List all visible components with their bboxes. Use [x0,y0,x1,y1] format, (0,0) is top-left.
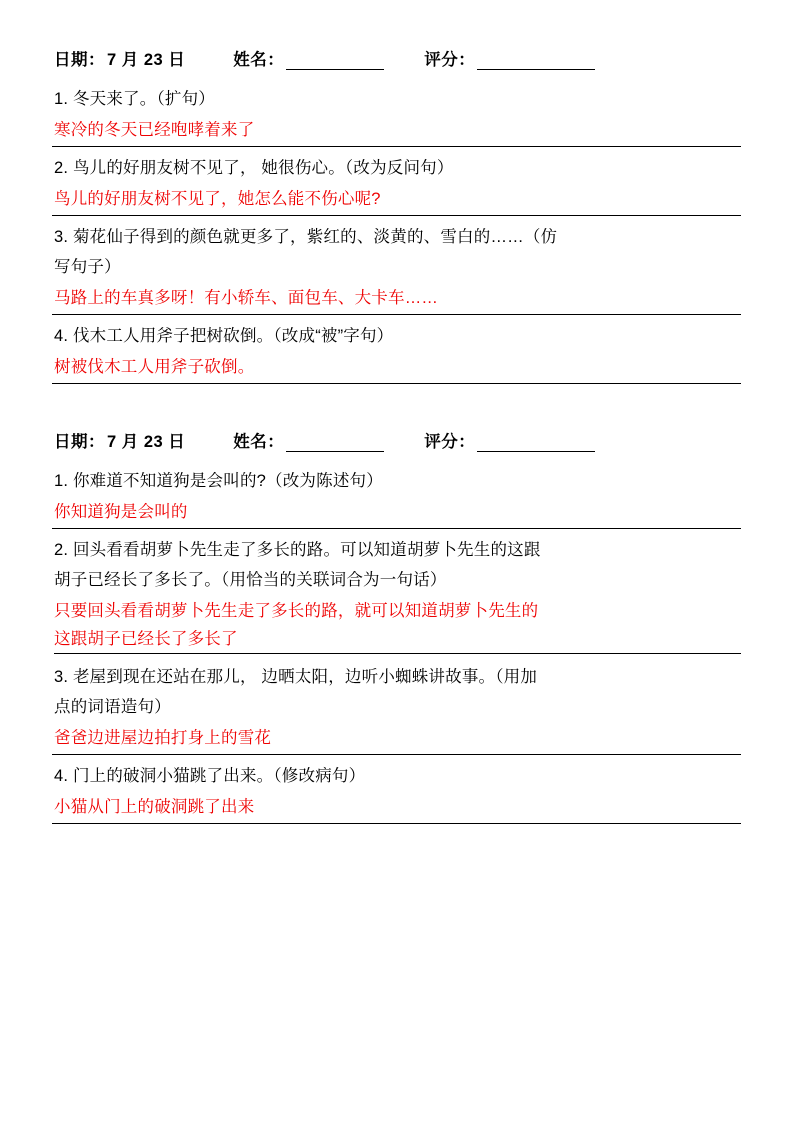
question-text: 1. 你难道不知道狗是会叫的?（改为陈述句） [54,472,383,490]
question-text: 4. 门上的破洞小猫跳了出来。（修改病句） [54,767,366,785]
answer-text: 小猫从门上的破洞跳了出来 [54,798,255,816]
score-label: 评分： [424,51,476,69]
answer-row[interactable] [52,353,741,384]
score-label: 评分： [424,433,476,451]
question-text-continued: 胡子已经长了多长了。（用恰当的关联词合为一句话） [54,571,447,589]
date-value: 7 月 23 日 [107,51,186,69]
section-1-header [52,46,741,70]
answer-text: 只要回头看看胡萝卜先生走了多长的路，就可以知道胡萝卜先生的 [54,602,539,620]
answer-text: 寒冷的冬天已经咆哮着来了 [54,121,255,139]
question-text: 2. 鸟儿的好朋友树不见了， 她很伤心。（改为反问句） [54,159,454,177]
date-value: 7 月 23 日 [107,433,186,451]
answer-text-continued: 这跟胡子已经长了多长了 [54,625,741,654]
answer-row[interactable] [52,116,741,147]
worksheet-section-1 [52,46,741,384]
answer-text: 树被伐木工人用斧子砍倒。 [54,358,255,376]
answer-row[interactable] [52,597,741,656]
score-blank-field[interactable] [477,436,595,452]
date-label: 日期： [54,433,105,451]
answer-text: 马路上的车真多呀！有小轿车、面包车、大卡车…… [54,289,439,307]
answer-row[interactable] [52,724,741,755]
question-text-continued: 写句子） [54,258,121,276]
answer-text: 爸爸边进屋边拍打身上的雪花 [54,729,272,747]
question-text: 1. 冬天来了。（扩句） [54,90,215,108]
date-label: 日期： [54,51,105,69]
worksheet-section-2 [52,428,741,824]
answer-row[interactable] [52,185,741,216]
answer-row[interactable] [52,498,741,529]
question-text: 3. 老屋到现在还站在那儿， 边晒太阳，边听小蜘蛛讲故事。（用加 [54,668,538,686]
name-label: 姓名： [233,51,285,69]
question-text: 4. 伐木工人用斧子把树砍倒。（改成“被”字句） [54,327,394,345]
answer-row[interactable] [52,284,741,315]
question-text-continued: 点的词语造句） [54,698,171,716]
answer-row[interactable] [52,793,741,824]
name-blank-field[interactable] [286,54,384,70]
name-blank-field[interactable] [286,436,384,452]
score-blank-field[interactable] [477,54,595,70]
question-text: 2. 回头看看胡萝卜先生走了多长的路。可以知道胡萝卜先生的这跟 [54,541,541,559]
answer-text: 你知道狗是会叫的 [54,503,188,521]
section-2-header [52,428,741,452]
name-label: 姓名： [233,433,285,451]
answer-text: 鸟儿的好朋友树不见了，她怎么能不伤心呢? [54,190,381,208]
question-text: 3. 菊花仙子得到的颜色就更多了，紫红的、淡黄的、雪白的……（仿 [54,228,558,246]
